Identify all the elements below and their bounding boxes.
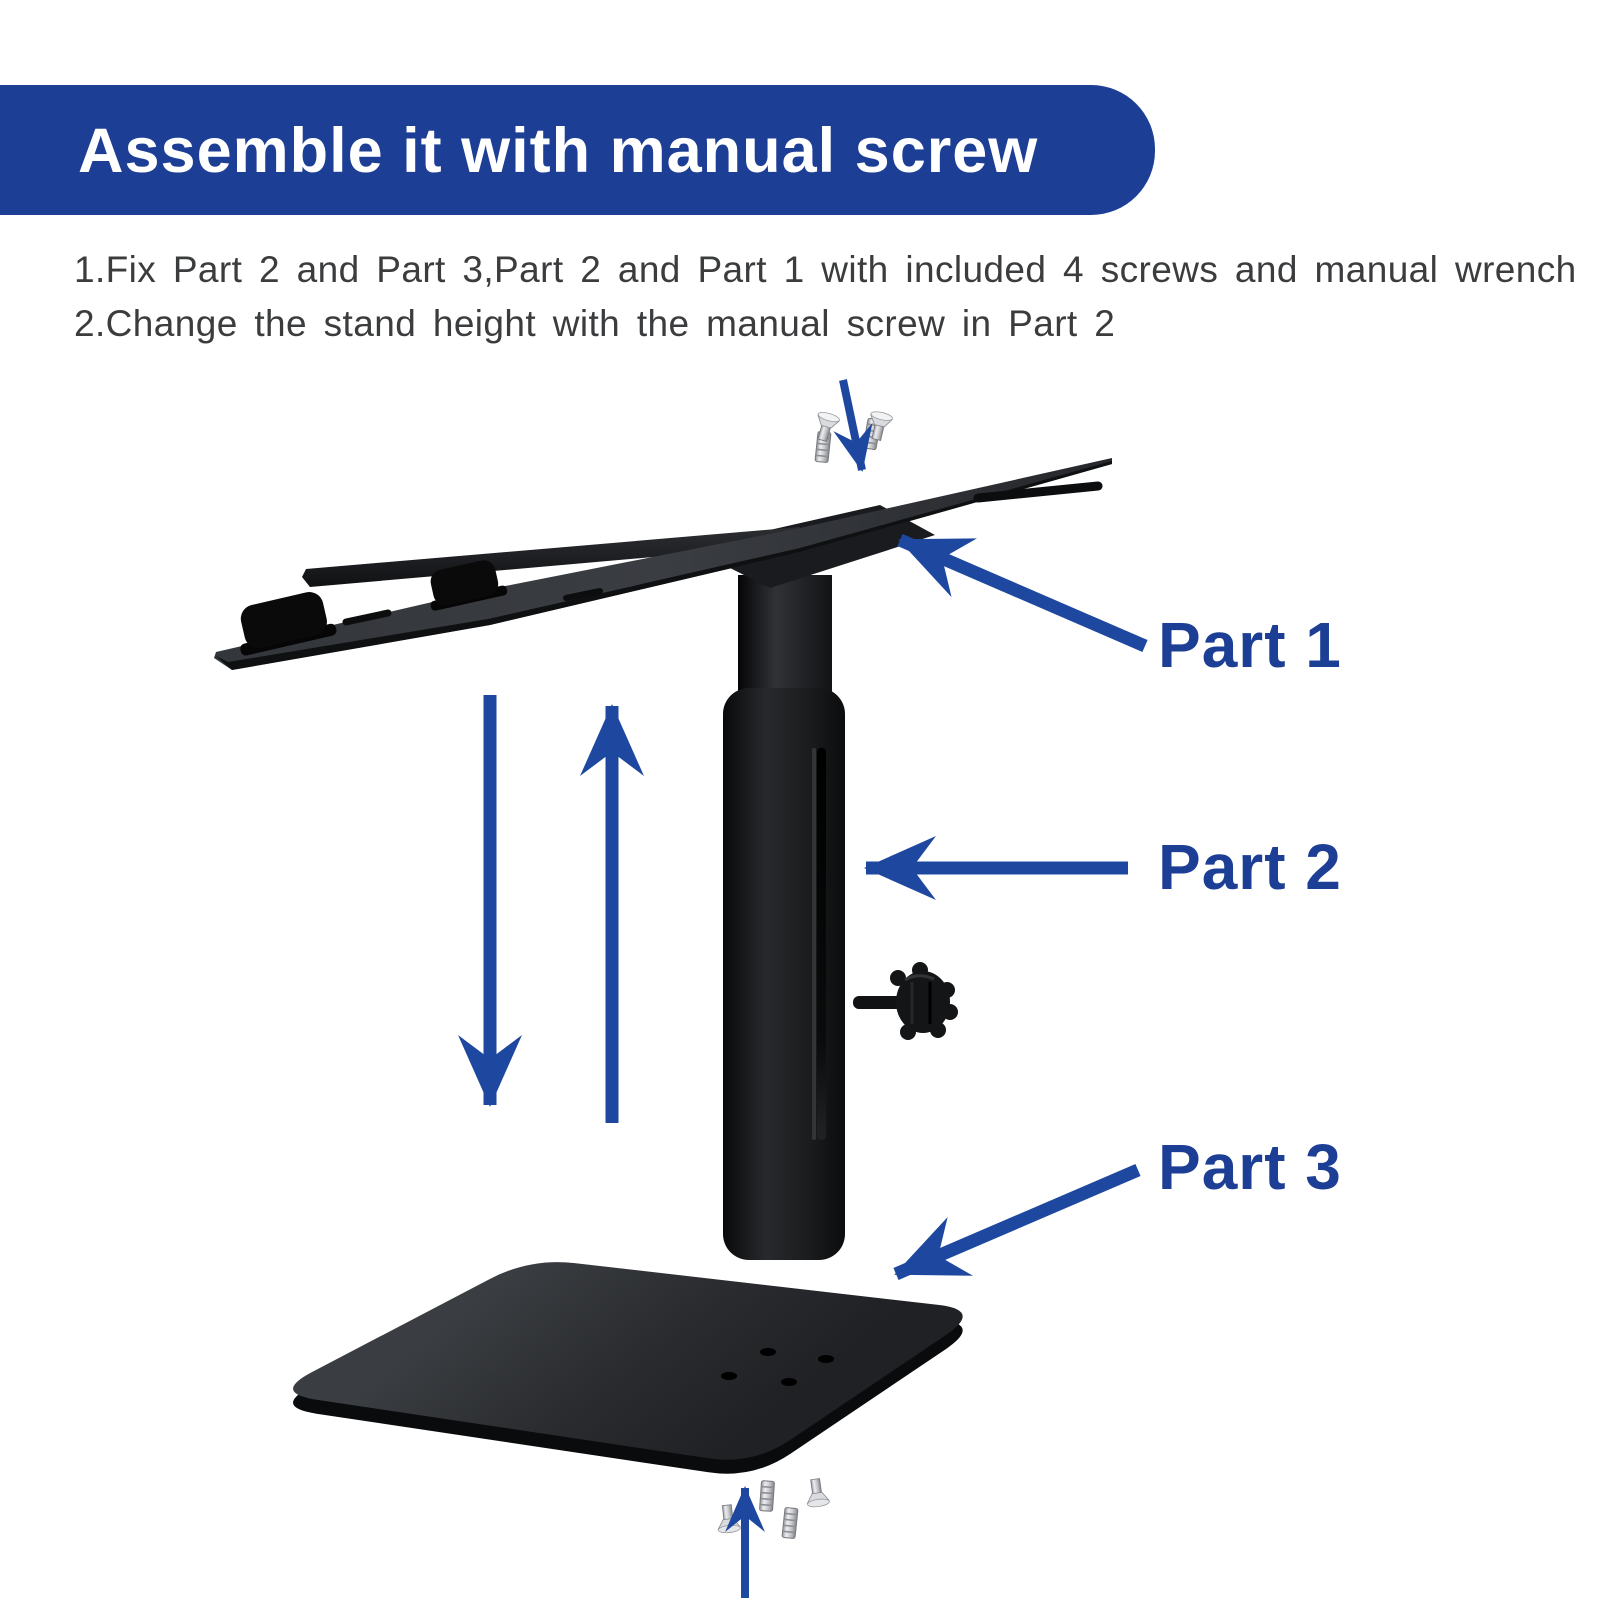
bottom-screws (716, 1478, 830, 1539)
outer-column (723, 688, 845, 1260)
part3-label: Part 3 (1158, 1131, 1342, 1203)
thread-insert-icon (782, 1507, 798, 1538)
part2-label: Part 2 (1158, 831, 1342, 903)
base-plate-top (293, 1262, 963, 1460)
part3-base-plate (293, 1262, 963, 1474)
instruction-step-2: 2.Change the stand height with the manual screw in Part 2 (74, 303, 1116, 344)
column-slot-highlight (812, 748, 816, 1140)
inner-pole (738, 575, 832, 705)
thread-insert-icon (759, 1481, 774, 1512)
flathead-screw-icon (804, 1478, 830, 1508)
flathead-screw-icon (812, 411, 841, 444)
flathead-screw-icon (716, 1504, 741, 1534)
part1-arrow (900, 540, 1145, 646)
platform-front-blade (214, 458, 1112, 670)
part1-label: Part 1 (1158, 609, 1342, 681)
top-screws-down-arrow (843, 380, 862, 470)
manual-screw-knob (853, 962, 958, 1040)
part1-platform (214, 458, 1112, 670)
part2-column (723, 575, 845, 1260)
column-adjustment-slot (817, 748, 826, 1140)
instruction-step-1: 1.Fix Part 2 and Part 3,Part 2 and Part 1 with included 4 screws and manual wrench (74, 249, 1577, 290)
page-title: Assemble it with manual screw (78, 116, 1039, 186)
part3-arrow (896, 1170, 1138, 1274)
